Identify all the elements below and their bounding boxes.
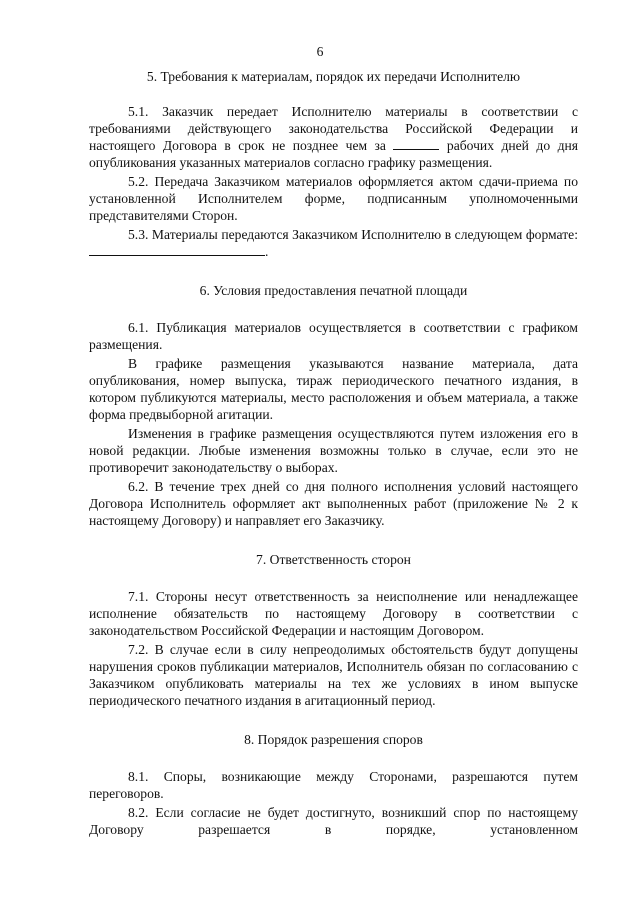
paragraph-6-1-details: В графике размещения указываются название материала, дата опубликования, номер выпуска, тираж периодического печатного издания, в котором публикуются материалы, место расположения и объем материала, а также форма предвыборной агитации. — [89, 356, 578, 422]
section-heading: 5. Требования к материалам, порядок их передачи Исполнителю — [146, 69, 521, 84]
paragraph-5-3 — [89, 226, 578, 260]
blank-format-field — [89, 243, 265, 256]
paragraph-6-2: 6.2. В течение трех дней со дня полного исполнения условий настоящего Договора Исполнитель оформляет акт выполненных работ (приложение № 2 к настоящему Договору) и направляет его Заказчику. — [89, 479, 578, 528]
section-8 — [89, 731, 578, 838]
paragraph-text: 5.3. Материалы передаются Заказчиком Исполнителю в следующем формате: — [128, 227, 578, 242]
paragraph-5-2: 5.2. Передача Заказчиком материалов оформляется актом сдачи-приема по установленной Исполнителем форме, подписанным уполномоченными представителями Сторон. — [89, 174, 578, 223]
paragraph-6-1: 6.1. Публикация материалов осуществляется в соответствии с графиком размещения. — [89, 320, 578, 352]
document-body — [89, 68, 578, 838]
section-7 — [89, 551, 578, 709]
paragraph-7-1: 7.1. Стороны несут ответственность за неисполнение или ненадлежащее исполнение обязательств по настоящему Договору в соответствии с законодательством Российской Федерации и настоящим Договором. — [89, 589, 578, 638]
paragraph-text: 5.1. Заказчик передает Исполнителю материалы в соответствии с требованиями действующего законодательства Российской Федерации и настоящего Договора в срок не позднее чем за — [89, 104, 578, 153]
paragraph-8-2: 8.2. Если согласие не будет достигнуто, возникший спор по настоящему Договору разрешается в порядке, установленном — [89, 805, 578, 837]
section-heading: 6. Условия предоставления печатной площади — [199, 283, 468, 298]
paragraph-7-2: 7.2. В случае если в силу непреодолимых обстоятельств будут допущены нарушения сроков публикации материалов, Исполнитель обязан по согласованию с Заказчиком опубликовать материалы на тех же условиях в ином выпуске периодического печатного издания в агитационный период. — [89, 642, 578, 708]
blank-days-field — [393, 137, 439, 150]
paragraph-8-1: 8.1. Споры, возникающие между Сторонами, разрешаются путем переговоров. — [89, 769, 578, 801]
paragraph-6-1-changes: Изменения в графике размещения осуществляются путем изложения его в новой редакции. Любые изменения возможны только в случае, если это не противоречит законодательству о выборах. — [89, 426, 578, 475]
section-6 — [89, 282, 578, 529]
paragraph-text: рабочих дней до дня опубликования указанных материалов согласно графику размещения. — [89, 138, 579, 170]
section-heading: 7. Ответственность сторон — [256, 552, 411, 567]
section-5 — [89, 68, 578, 260]
paragraph-5-1 — [89, 103, 578, 171]
paragraph-text: . — [265, 244, 269, 259]
page-number: 6 — [316, 44, 324, 59]
section-heading: 8. Порядок разрешения споров — [244, 732, 423, 747]
